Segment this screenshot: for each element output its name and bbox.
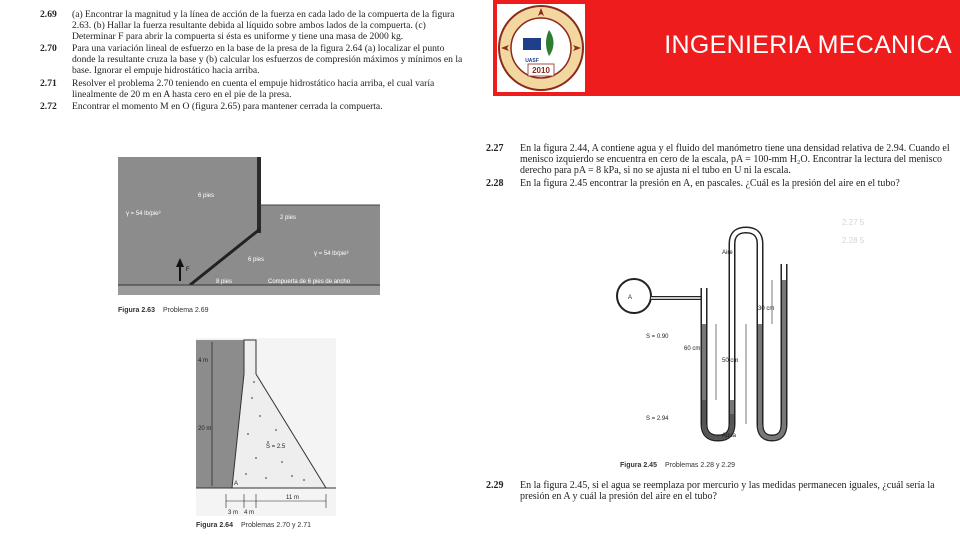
faint-note: 2.28 5 — [842, 236, 865, 245]
label-force: F — [186, 267, 190, 273]
caption-number: Figura 2.63 — [118, 307, 155, 314]
label-s2: S = 2.94 — [646, 416, 669, 422]
figure-2-45 — [612, 224, 802, 444]
problem-item — [40, 10, 465, 42]
water-left — [118, 157, 260, 295]
figure-2-63-caption — [118, 307, 209, 314]
svg-text:UASF: UASF — [525, 58, 539, 64]
label-depth-left: 6 pies — [198, 193, 215, 199]
problem-item — [486, 480, 951, 502]
label-h50: 50 cm — [722, 358, 739, 364]
figure-2-64-caption — [196, 522, 311, 529]
label-h30: 30 cm — [758, 306, 775, 312]
logo-year: 2010 — [532, 66, 550, 75]
problem-item — [486, 143, 951, 176]
problem-text: En la figura 2.45, si el agua se reemplaza por mercurio y las medidas permanecen iguales, ¿cuál sería la presión en A y cuál la presión del aire en el tubo? — [520, 480, 935, 502]
label-base3: 11 m — [286, 495, 299, 501]
label-height2: 20 m — [198, 426, 212, 432]
problem-text: En la figura 2.45 encontrar la presión en A, en pascales. ¿Cuál es la presión del aire en el tubo? — [520, 178, 900, 189]
caption-number: Figura 2.45 — [620, 462, 657, 469]
label-air: Aire — [722, 250, 733, 256]
problem-number: 2.71 — [40, 77, 57, 89]
faint-note: 2.27 5 — [842, 218, 865, 227]
seal-icon — [497, 4, 585, 92]
caption-text: Problemas 2.28 y 2.29 — [664, 462, 736, 469]
problem-item — [40, 102, 465, 113]
problem-text: Para una variación lineal de esfuerzo en la base de la presa de la figura 2.64 (a) localizar el punto donde la resultante cruza la base y (b) calcular los esfuerzos de compresión máximos y mínimos en la base. Ignorar el empuje hidrostático hacia arriba. — [72, 43, 463, 76]
label-sg-right: γ = 54 lb/pie³ — [314, 251, 349, 257]
figure-2-63 — [118, 157, 380, 297]
problem-text: Resolver el problema 2.70 teniendo en cuenta el empuje hidrostático hacia arriba, el cual varía linealmente de 20 m en A hasta cero en el pie de la presa. — [72, 77, 435, 100]
problem-number: 2.72 — [40, 101, 57, 113]
label-h60: 60 cm — [684, 346, 701, 352]
liquid-s090 — [704, 324, 732, 438]
label-tank: A — [628, 295, 633, 301]
label-gate-len: 6 pies — [248, 257, 265, 263]
problem-item — [40, 79, 465, 101]
problem-number: 2.29 — [486, 480, 504, 491]
figure-2-64 — [196, 338, 336, 516]
header-banner — [493, 0, 960, 96]
problem-item — [486, 178, 951, 189]
page-title: INGENIERIA MECANICA — [664, 31, 952, 59]
wall — [257, 157, 261, 233]
tank — [617, 279, 651, 313]
problem-number: 2.69 — [40, 9, 57, 20]
university-logo — [497, 4, 585, 92]
caption-text: Problema 2.69 — [162, 307, 209, 314]
label-water: Agua — [722, 433, 737, 439]
caption-text: Problemas 2.70 y 2.71 — [240, 522, 312, 529]
label-base-len: 8 pies — [216, 279, 233, 285]
problem-number: 2.27 — [486, 143, 504, 154]
label-depth-right: 2 pies — [280, 215, 297, 221]
problem-text: En la figura 2.44, A contiene agua y el fluido del manómetro tiene una densidad relativa de 2.94. Cuando el menisco izquierdo se encuentra en cero de la escala, pA = 100-mm H₂O. Encontrar la lectura del menisco derecho para pA = 8 kPa, si no se ajusta ni el tubo en U ni la escala. — [520, 143, 950, 176]
problem-item — [40, 44, 465, 76]
label-base1: 3 m — [228, 510, 239, 516]
caption-number: Figura 2.64 — [196, 522, 233, 529]
figure-2-45-caption — [620, 462, 735, 469]
label-gate-desc: Compuerta de 6 pies de ancho — [268, 279, 351, 285]
problem-number: 2.28 — [486, 178, 504, 189]
label-point: A — [234, 481, 239, 487]
problems-left — [40, 10, 465, 115]
problem-2-29 — [486, 480, 951, 504]
problem-text: (a) Encontrar la magnitud y la línea de acción de la fuerza en cada lado de la compuerta de la figura 2.63. (b) Hallar la fuerza resultante debida al líquido sobre ambos lados de la compuerta. (c) Determinar F para abrir la compuerta si ésta es uniforme y tiene una masa de 2000 kg. — [72, 9, 455, 42]
label-height1: 4 m — [198, 358, 209, 364]
problem-text: Encontrar el momento M en O (figura 2.65) para mantener cerrada la compuerta. — [72, 101, 383, 113]
label-sg-left: γ = 54 lb/pie³ — [126, 211, 161, 217]
problems-right — [486, 143, 951, 191]
label-base2: 4 m — [244, 510, 255, 516]
problem-number: 2.70 — [40, 43, 57, 55]
label-sg: S = 2.5 — [266, 444, 286, 450]
label-s1: S = 0.90 — [646, 334, 669, 340]
